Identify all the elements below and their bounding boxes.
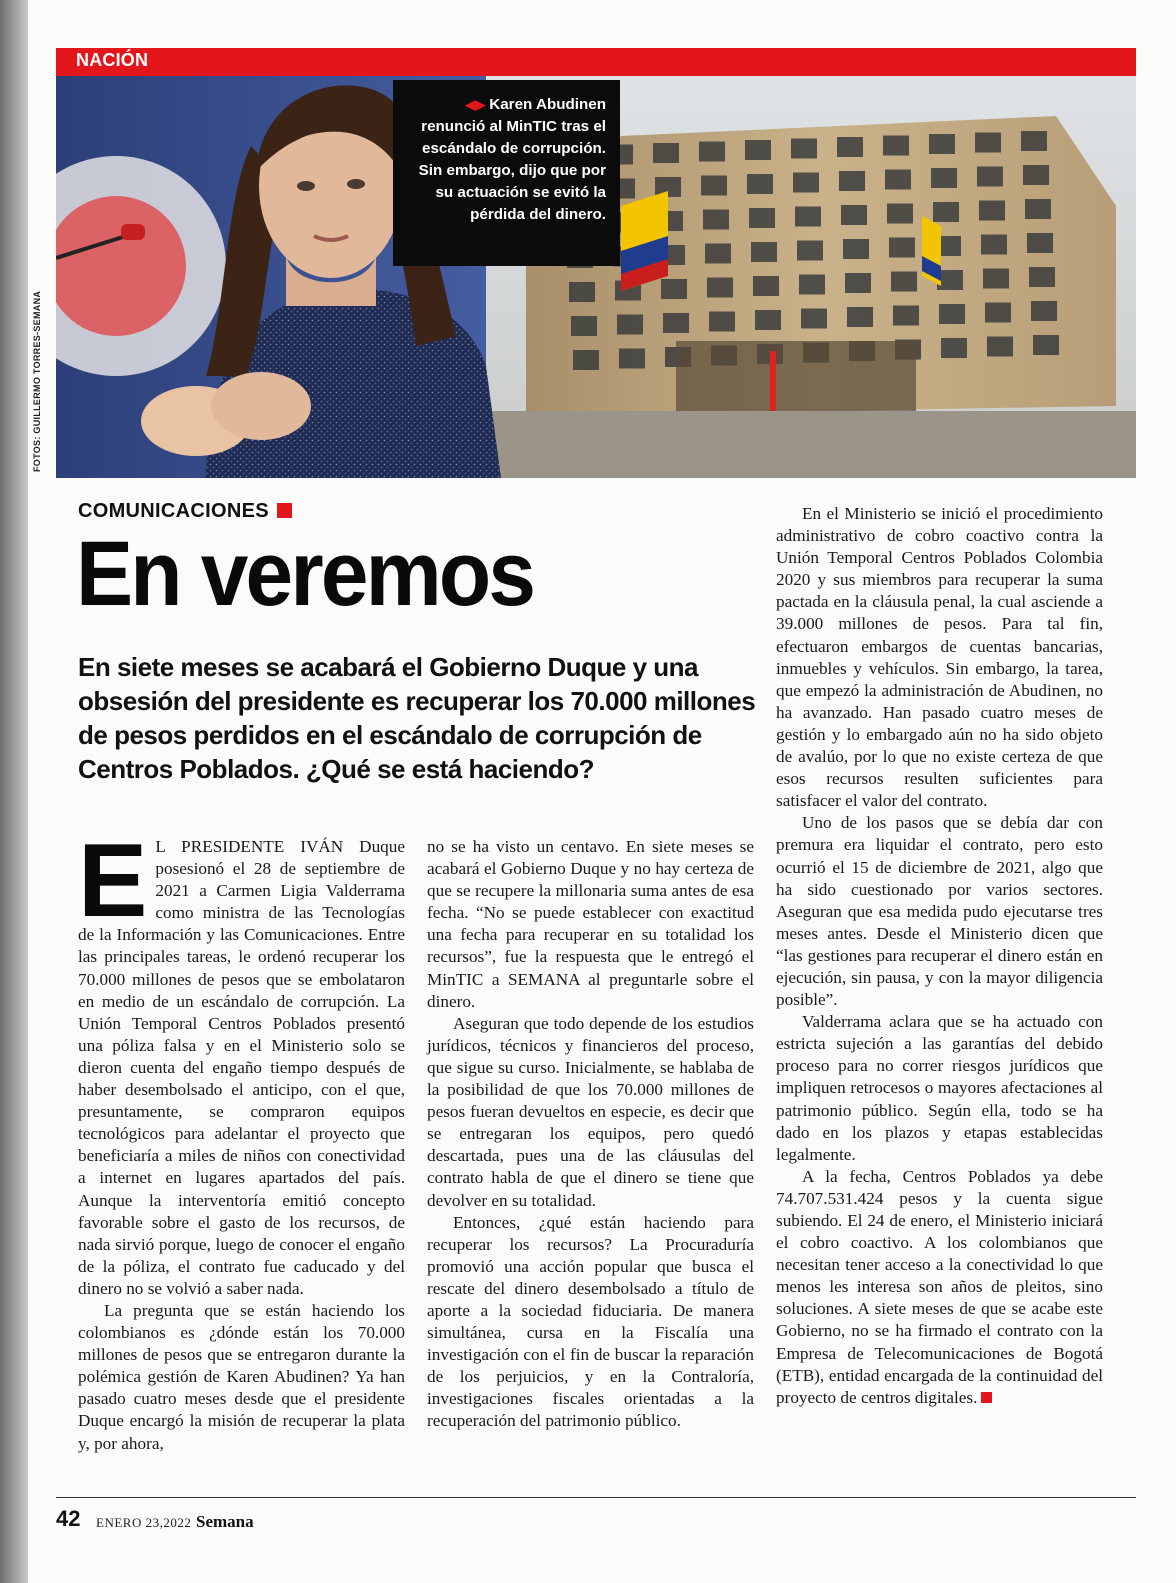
building-window bbox=[801, 309, 827, 329]
body-paragraph: Entonces, ¿qué están haciendo para recuperar los recursos? La Procuraduría promovió una acción popular que busca el rescate del dinero desembolsado a título de aporte a la sociedad fiduciaria. De manera simultánea, cursa en la Fiscalía una investigación con el fin de buscar la reparación de los perjuicios, y en la Contraloría, investigaciones fiscales orientadas a la recuperación del patrimonio público. bbox=[427, 1212, 754, 1431]
body-paragraph: Aseguran que todo depende de los estudios jurídicos, técnicos y financieros del proceso, que sigue su curso. Inicialmente, se hablaba de la posibilidad de que los 70.000 millones de pesos fueran devueltos en especie, es decir que se entregaran los equipos, pero quedó descartada, pues una de las cláusulas del contrato habla de que el dinero se tiene que devolver en su totalidad. bbox=[427, 1013, 754, 1210]
body-column-3 bbox=[776, 503, 1103, 1409]
building-window bbox=[981, 235, 1007, 255]
building-window bbox=[837, 137, 863, 157]
building-window bbox=[571, 316, 597, 336]
building-window bbox=[797, 241, 823, 261]
body-paragraph: Uno de los pasos que se debía dar con premura era liquidar el contrato, pero esto ocurrió el 15 de diciembre de 2021, algo que ha sido cuestionado por varios sectores. Aseguran que esa medida pudo ejecutarse tres meses antes. Desde el Ministerio dicen que “las gestiones para recuperar el dinero están en ejecución, sin pausa, y con la mayor diligencia posible”. bbox=[776, 813, 1103, 1010]
caption-text: Karen Abudinen renunció al MinTIC tras el escándalo de corrupción. Sin embargo, dijo que por su actuación se evitó la pérdida del dinero. bbox=[418, 96, 606, 223]
building-window bbox=[933, 202, 959, 222]
body-column-2 bbox=[427, 836, 754, 1433]
building-window bbox=[941, 338, 967, 358]
footer-rule bbox=[56, 1497, 1136, 1498]
article-deck: En siete meses se acabará el Gobierno Duque y una obsesión del presidente es recuperar los 70.000 millones de pesos perdidos en el escándalo de corrupción de Centros Poblados. ¿Qué se está haciendo? bbox=[78, 652, 756, 784]
building-window bbox=[977, 167, 1003, 187]
building-window bbox=[887, 204, 913, 224]
building-window bbox=[843, 239, 869, 259]
paragraph-text: L PRESIDENTE IVÁN Duque posesionó el 28 de septiembre de 2021 a Carmen Ligia Valderrama como ministra de las Tecnologías de la Información y las Comunicaciones. Entre las principales tareas, le ordenó recuperar los 70.000 millones de pesos que se embolataron en medio de un escándalo de corrupción. La Unión Temporal Centros Poblados presentó una póliza falsa y en el Ministerio solo se dieron cuenta del engaño tiempo después de haber desembolsado el anticipo, con el que, presuntamente, se compraron equipos tecnológicos para adelantar el proyecto que beneficiaría a miles de niños con conectividad a internet en lugares apartados del país. Aunque la interventoría emitió concepto favorable sobre el gasto de los recursos, de nada sirvió porque, luego de conocer el engaño de la póliza, el contrato fue caducado y del dinero no se volvió a saber nada. bbox=[78, 837, 405, 1298]
kicker-text: COMUNICACIONES bbox=[78, 500, 269, 522]
page-number: 42 bbox=[56, 1506, 81, 1531]
building-window bbox=[931, 168, 957, 188]
building-window bbox=[1023, 165, 1049, 185]
building-window bbox=[755, 310, 781, 330]
building-window bbox=[939, 304, 965, 324]
building-window bbox=[705, 244, 731, 264]
photo-caption bbox=[406, 94, 606, 226]
building-window bbox=[885, 170, 911, 190]
building-window bbox=[617, 315, 643, 335]
magazine-name: Semana bbox=[196, 1512, 254, 1531]
building-window bbox=[979, 201, 1005, 221]
photo-credit: FOTOS: GUILLERMO TORRES-SEMANA bbox=[32, 290, 42, 472]
building-window bbox=[751, 242, 777, 262]
building-window bbox=[889, 238, 915, 258]
building-window bbox=[893, 306, 919, 326]
building-window bbox=[709, 312, 735, 332]
building-window bbox=[1029, 267, 1055, 287]
building-window bbox=[975, 133, 1001, 153]
building-window bbox=[891, 272, 917, 292]
building-window bbox=[795, 207, 821, 227]
kicker-square-icon bbox=[277, 503, 292, 518]
building-window bbox=[987, 337, 1013, 357]
end-mark-icon bbox=[981, 1392, 992, 1403]
building-window bbox=[929, 134, 955, 154]
building-window bbox=[1031, 301, 1057, 321]
building-window bbox=[883, 136, 909, 156]
drop-cap: E bbox=[78, 823, 148, 939]
issue-date: ENERO 23,2022 bbox=[96, 1515, 192, 1530]
body-paragraph: En el Ministerio se inició el procedimiento administrativo de cobro coactivo contra la Unión Temporal Centros Poblados Colombia 2020 y sus miembros para recuperar la suma pactada en la cláusula penal, la cual asciende a 39.000 millones de pesos. Para tal fin, efectuaron embargos de cuentas bancarias, inmuebles y vehículos. Sin embargo, la tarea, que empezó la administración de Abudinen, no ha avanzado. Han pasado cuatro meses de gestión y lo embargado aún no ha sido objeto de avalúo, por lo que no existe certeza de que esos recursos resulten suficientes para satisfacer el valor del contrato. bbox=[776, 504, 1103, 811]
building-window bbox=[569, 282, 595, 302]
building-window bbox=[573, 350, 599, 370]
article-headline: En veremos bbox=[76, 523, 534, 625]
building-window bbox=[1025, 199, 1051, 219]
building-window bbox=[661, 279, 687, 299]
building-window bbox=[985, 303, 1011, 323]
building-window bbox=[699, 142, 725, 162]
paragraph-text: A la fecha, Centros Poblados ya debe 74.707.531.424 pesos y la cuenta sigue subiendo. El 24 de enero, el Ministerio iniciará el cobro coactivo. A los colombianos que necesitan tener acceso a la conectividad lo que menos les interesa son años de pleitos, sino soluciones. A siete meses de que se acabe este Gobierno, no se ha firmado el contrato con la Empresa de Telecomunicaciones de Bogotá (ETB), entidad encargada de la continuidad del proyecto de centros digitales. bbox=[776, 1166, 1103, 1407]
building-window bbox=[847, 307, 873, 327]
building-window bbox=[753, 276, 779, 296]
body-paragraph bbox=[78, 823, 405, 1300]
building-window bbox=[983, 269, 1009, 289]
building-window bbox=[663, 313, 689, 333]
building-window bbox=[1021, 131, 1047, 151]
building-window bbox=[703, 210, 729, 230]
section-label: NACIÓN bbox=[76, 50, 149, 70]
body-paragraph: no se ha visto un centavo. En siete meses se acabará el Gobierno Duque y no hay certeza de que se recupere la millonaria suma antes de esa fecha. “No se puede establecer con exactitud una fecha para recuperar en su totalidad los recursos”, fue la respuesta que le entregó el MinTIC a SEMANA al preguntarle sobre el dinero. bbox=[427, 837, 754, 1011]
body-paragraph bbox=[776, 1166, 1103, 1409]
building-window bbox=[793, 173, 819, 193]
photo-caption-box bbox=[393, 80, 620, 266]
building-window bbox=[745, 140, 771, 160]
building-window bbox=[1027, 233, 1053, 253]
building-window bbox=[839, 171, 865, 191]
section-bar bbox=[56, 48, 1136, 76]
building-window bbox=[749, 208, 775, 228]
building-window bbox=[1033, 335, 1059, 355]
building-window bbox=[619, 349, 645, 369]
building-window bbox=[653, 143, 679, 163]
building-window bbox=[747, 174, 773, 194]
building-window bbox=[791, 139, 817, 159]
caption-arrows-icon: ◀▶ bbox=[465, 97, 486, 112]
building-window bbox=[799, 275, 825, 295]
building-window bbox=[701, 176, 727, 196]
building-window bbox=[841, 205, 867, 225]
article-kicker bbox=[78, 500, 292, 523]
body-paragraph: Valderrama aclara que se ha actuado con estricta sujeción a las garantías del debido proceso para no correr riesgos jurídicos que impliquen retrocesos o mayores afectaciones al patrimonio público. Según ella, todo se ha dado en los plazos y etapas establecidas legalmente. bbox=[776, 1012, 1103, 1164]
body-column-1 bbox=[78, 823, 405, 1455]
building-window bbox=[707, 278, 733, 298]
building-window bbox=[845, 273, 871, 293]
body-paragraph: La pregunta que se están haciendo los colombianos es ¿dónde están los 70.000 millones de pesos que se entregaron durante la polémica gestión de Karen Abudinen? Ya han pasado cuatro meses desde que el presidente Duque encargó la misión de recuperar la plata y, por ahora, bbox=[78, 1300, 405, 1453]
